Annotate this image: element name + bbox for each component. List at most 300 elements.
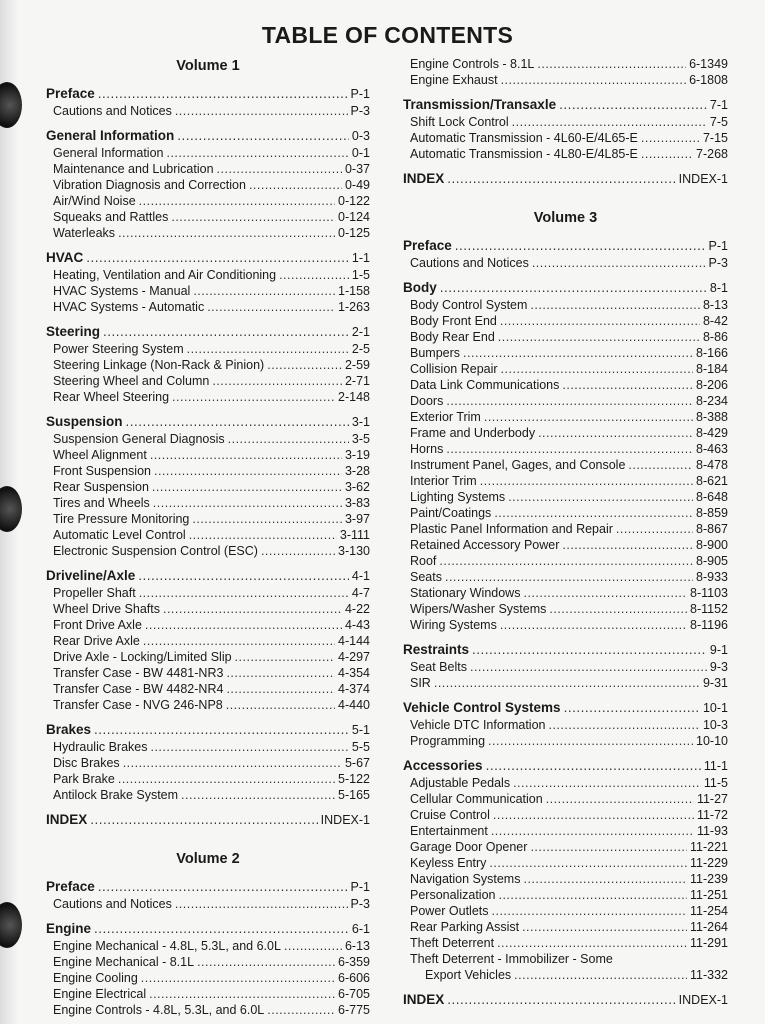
page-number: 8-1 [709,281,728,295]
page-number: P-1 [350,87,370,101]
page-number: 11-251 [690,888,728,902]
toc-section-heading-brakes[interactable] [46,721,370,739]
toc-entry-drive-axle-locking-limited-slip[interactable] [46,649,370,665]
page-number: 6-13 [344,939,370,953]
toc-entry-exterior-trim[interactable] [403,409,728,425]
entry-title: Keyless Entry [410,856,487,870]
page-number: 1-1 [351,251,370,265]
toc-entry-heating-ventilation-and-air-conditioning[interactable] [46,267,370,283]
entry-title: INDEX [403,171,445,186]
entry-title: Collision Repair [410,362,498,376]
dot-leader [150,447,342,463]
page-number: 2-5 [351,342,370,356]
dot-leader [138,567,349,585]
toc-entry-engine-mechanical-8-1l[interactable] [46,954,370,970]
toc-section [403,170,728,188]
entry-title: General Information [46,128,175,143]
entry-title: Data Link Communications [410,378,560,392]
entry-title: Engine Exhaust [410,73,498,87]
dot-leader [152,479,342,495]
toc-section [46,413,370,559]
page-number: 6-359 [338,955,370,969]
entry-title: Cautions and Notices [53,104,172,118]
dot-leader [522,919,687,935]
toc-section-heading-general-information[interactable] [46,127,370,145]
entry-title: Propeller Shaft [53,586,136,600]
page-number: 8-234 [696,394,728,408]
entry-title: Automatic Level Control [53,528,186,542]
page-number: P-1 [708,239,728,253]
entry-title: Cautions and Notices [410,256,529,270]
page-number: 7-1 [709,98,728,112]
toc-section [403,237,728,271]
toc-entry-retained-accessory-power[interactable] [403,537,728,553]
toc-entry-maintenance-and-lubrication[interactable] [46,161,370,177]
page-number: 11-254 [690,904,728,918]
page-number: P-3 [350,104,370,118]
toc-entry-entertainment[interactable] [403,823,728,839]
toc-entry-seats[interactable] [403,569,728,585]
page-number: 6-606 [338,971,370,985]
entry-title: Interior Trim [410,474,477,488]
page-number: 8-184 [696,362,728,376]
entry-title: Front Suspension [53,464,151,478]
dot-leader [226,665,335,681]
dot-leader [494,505,693,521]
toc-entry-seat-belts[interactable] [403,659,728,675]
entry-title: Doors [410,394,444,408]
toc-entry-export-vehicles[interactable] [403,967,728,983]
page-number: 8-859 [696,506,728,520]
page-number: 4-354 [338,666,370,680]
toc-entry-sir[interactable] [403,675,728,691]
toc-entry-body-control-system[interactable] [403,297,728,313]
toc-entry-theft-deterrent-immobilizer-some[interactable] [403,951,728,967]
dot-leader [498,329,700,345]
toc-entry-programming[interactable] [403,733,728,749]
entry-title: Heating, Ventilation and Air Conditioning [53,268,277,282]
entry-title: Seats [410,570,442,584]
dot-leader [279,267,349,283]
page-number: 8-42 [702,314,728,328]
toc-entry-personalization[interactable] [403,887,728,903]
entry-title: Preface [46,879,95,894]
toc-entry-steering-wheel-and-column[interactable] [46,373,370,389]
toc-entry-cautions-and-notices[interactable] [403,255,728,271]
toc-section-heading-restraints[interactable] [403,641,728,659]
entry-title: Theft Deterrent [410,936,495,950]
dot-leader [149,986,335,1002]
page-number: 4-440 [338,698,370,712]
dot-leader [500,617,687,633]
toc-section [46,811,370,829]
page-number: 3-5 [351,432,370,446]
toc-entry-hvac-systems-automatic[interactable] [46,299,370,315]
toc-entry-interior-trim[interactable] [403,473,728,489]
toc-section-heading-steering[interactable] [46,323,370,341]
toc-entry-squeaks-and-rattles[interactable] [46,209,370,225]
toc-entry-power-outlets[interactable] [403,903,728,919]
toc-entry-engine-electrical[interactable] [46,986,370,1002]
entry-title: Accessories [403,758,483,773]
toc-entry-frame-and-underbody[interactable] [403,425,728,441]
toc-entry-cautions-and-notices[interactable] [46,896,370,912]
entry-title: Cellular Communication [410,792,543,806]
binder-hole-middle [0,486,22,532]
toc-entry-engine-exhaust[interactable] [403,72,728,88]
dot-leader [212,373,342,389]
dot-leader [123,755,342,771]
toc-entry-body-front-end[interactable] [403,313,728,329]
toc-index-index[interactable] [403,170,728,188]
toc-entry-hydraulic-brakes[interactable] [46,739,370,755]
dot-leader [139,585,349,601]
toc-entry-rear-suspension[interactable] [46,479,370,495]
dot-leader [434,675,700,691]
toc-entry-engine-cooling[interactable] [46,970,370,986]
toc-entry-garage-door-opener[interactable] [403,839,728,855]
page-number: 7-15 [702,131,728,145]
dot-leader [226,681,335,697]
toc-entry-front-drive-axle[interactable] [46,617,370,633]
page-number: 11-93 [696,824,728,838]
toc-entry-automatic-level-control[interactable] [46,527,370,543]
toc-section-heading-hvac[interactable] [46,249,370,267]
page-number: 8-1103 [690,586,728,600]
entry-title: Wiring Systems [410,618,497,632]
entry-title: Suspension General Diagnosis [53,432,225,446]
entry-title: Tires and Wheels [53,496,150,510]
page-number: 5-165 [338,788,370,802]
entry-title: HVAC Systems - Automatic [53,300,205,314]
dot-leader [267,1002,335,1018]
dot-leader [118,771,335,787]
toc-entry-disc-brakes[interactable] [46,755,370,771]
entry-title: Rear Drive Axle [53,634,140,648]
toc-entry-automatic-transmission-4l80-e-4l85-e[interactable] [403,146,728,162]
page-number: 5-67 [344,756,370,770]
dot-leader [500,313,700,329]
page-number: 9-31 [702,676,728,690]
dot-leader [217,161,342,177]
toc-section [403,279,728,633]
volume-heading-volume-2: Volume 2 [176,851,240,867]
entry-title: Retained Accessory Power [410,538,560,552]
volume-heading-volume-3: Volume 3 [533,210,598,226]
dot-leader [616,521,693,537]
toc-entry-keyless-entry[interactable] [403,855,728,871]
toc-entry-instrument-panel-gages-and-console[interactable] [403,457,728,473]
dot-leader [143,633,335,649]
toc-entry-air-wind-noise[interactable] [46,193,370,209]
entry-title: Restraints [403,642,470,657]
entry-title: SIR [410,676,431,690]
page-number: 3-19 [344,448,370,462]
toc-index-index[interactable] [46,811,370,829]
toc-entry-tire-pressure-monitoring[interactable] [46,511,370,527]
toc-entry-data-link-communications[interactable] [403,377,728,393]
entry-title: Shift Lock Control [410,115,509,129]
toc-entry-engine-controls-8-1l[interactable] [403,56,728,72]
dot-leader [145,617,342,633]
toc-entry-tires-and-wheels[interactable] [46,495,370,511]
toc-section-heading-transmission-transaxle[interactable] [403,96,728,114]
dot-leader [249,177,342,193]
page-number: 4-1 [351,569,370,583]
dot-leader [562,537,693,553]
dot-leader [261,543,335,559]
dot-leader [538,425,693,441]
toc-entry-park-brake[interactable] [46,771,370,787]
toc-entry-wiring-systems[interactable] [403,617,728,633]
toc-section-heading-driveline-axle[interactable] [46,567,370,585]
dot-leader [171,209,335,225]
entry-title: Rear Wheel Steering [53,390,170,404]
entry-title: Automatic Transmission - 4L60-E/4L65-E [410,131,638,145]
page-number: 5-1 [351,723,370,737]
toc-entry-shift-lock-control[interactable] [403,114,728,130]
dot-leader [226,697,335,713]
dot-leader [172,389,335,405]
toc-section-heading-body[interactable] [403,279,728,297]
page-title: TABLE OF CONTENTS [261,22,514,48]
toc-section-heading-preface[interactable] [46,85,370,103]
dot-leader [163,601,342,617]
entry-title: Plastic Panel Information and Repair [410,522,613,536]
toc-entry-wipers-washer-systems[interactable] [403,601,728,617]
page-number: 8-905 [696,554,728,568]
dot-leader [439,553,693,569]
entry-title: Preface [46,86,95,101]
toc-entry-bumpers[interactable] [403,345,728,361]
entry-title: Body Rear End [410,330,495,344]
toc-entry-cautions-and-notices[interactable] [46,103,370,119]
toc-entry-general-information[interactable] [46,145,370,161]
page-number: 8-478 [696,458,728,472]
page-number: 5-122 [338,772,370,786]
page-number: 2-148 [338,390,370,404]
dot-leader [497,935,687,951]
dot-leader [181,787,335,803]
entry-title: Driveline/Axle [46,568,136,583]
toc-entry-plastic-panel-information-and-repair[interactable] [403,521,728,537]
dot-leader [141,970,335,986]
toc-entry-adjustable-pedals[interactable] [403,775,728,791]
toc-entry-rear-drive-axle[interactable] [46,633,370,649]
entry-title: Wheel Alignment [53,448,147,462]
page-number: 11-1 [703,759,728,773]
entry-title: Squeaks and Rattles [53,210,169,224]
page-number: P-3 [708,256,728,270]
toc-section [46,323,370,405]
page-number: 4-374 [338,682,370,696]
page-number: 1-158 [338,284,370,298]
entry-title: Engine Cooling [53,971,138,985]
toc-entry-doors[interactable] [403,393,728,409]
page-number: 2-71 [344,374,370,388]
dot-leader [445,569,693,585]
toc-entry-body-rear-end[interactable] [403,329,728,345]
entry-title: Drive Axle - Locking/Limited Slip [53,650,232,664]
toc-entry-suspension-general-diagnosis[interactable] [46,431,370,447]
toc-section-heading-preface[interactable] [403,237,728,255]
toc-entry-rear-wheel-steering[interactable] [46,389,370,405]
toc-entry-hvac-systems-manual[interactable] [46,283,370,299]
dot-leader [532,255,706,271]
dot-leader [284,938,342,954]
entry-title: Export Vehicles [425,968,512,982]
dot-leader [472,641,707,659]
dot-leader [440,279,707,297]
page-number: 10-3 [702,718,728,732]
entry-title: Automatic Transmission - 4L80-E/4L85-E [410,147,638,161]
toc-entry-transfer-case-bw-4481-nr3[interactable] [46,665,370,681]
dot-leader [197,954,335,970]
toc-section-heading-suspension[interactable] [46,413,370,431]
page-number: 8-867 [696,522,728,536]
toc-entry-collision-repair[interactable] [403,361,728,377]
page-number: 8-13 [702,298,728,312]
entry-title: Front Drive Axle [53,618,142,632]
toc-entry-rear-parking-assist[interactable] [403,919,728,935]
entry-title: HVAC [46,250,84,265]
page-number: 2-59 [344,358,370,372]
entry-title: Wipers/Washer Systems [410,602,547,616]
entry-title: Steering Linkage (Non-Rack & Pinion) [53,358,265,372]
toc-section [403,96,728,162]
page-number: 3-62 [344,480,370,494]
dot-leader [530,297,700,313]
entry-title: Vehicle DTC Information [410,718,546,732]
page-number: P-1 [350,880,370,894]
dot-leader [267,357,342,373]
toc-entry-wheel-drive-shafts[interactable] [46,601,370,617]
entry-title: Transfer Case - BW 4482-NR4 [53,682,224,696]
toc-entry-stationary-windows[interactable] [403,585,728,601]
entry-title: Power Steering System [53,342,184,356]
dot-leader [153,495,342,511]
toc-entry-transfer-case-nvg-246-np8[interactable] [46,697,370,713]
entry-title: Engine [46,921,92,936]
dot-leader [492,903,687,919]
toc-section [46,721,370,803]
toc-entry-engine-mechanical-4-8l-5-3l-and-6-0l[interactable] [46,938,370,954]
toc-section-heading-vehicle-control-systems[interactable] [403,699,728,717]
page-number: 11-72 [696,808,728,822]
dot-leader [189,527,337,543]
toc-section [46,249,370,315]
toc-entry-lighting-systems[interactable] [403,489,728,505]
entry-title: Brakes [46,722,92,737]
page-number: INDEX-1 [678,993,728,1007]
page-number: 4-144 [338,634,370,648]
entry-title: Cautions and Notices [53,897,172,911]
toc-section-heading-engine[interactable] [46,920,370,938]
entry-title: HVAC Systems - Manual [53,284,191,298]
toc-entry-steering-linkage-non-rack-pinion[interactable] [46,357,370,373]
toc-section-heading-accessories[interactable] [403,757,728,775]
toc-entry-navigation-systems[interactable] [403,871,728,887]
entry-title: Paint/Coatings [410,506,492,520]
toc-left-column [46,56,370,1018]
entry-title: INDEX [403,992,445,1007]
page-number: 9-1 [709,643,728,657]
toc-entry-wheel-alignment[interactable] [46,447,370,463]
entry-title: Air/Wind Noise [53,194,136,208]
toc-entry-propeller-shaft[interactable] [46,585,370,601]
dot-leader [118,225,335,241]
page-number: 8-388 [696,410,728,424]
entry-title: Antilock Brake System [53,788,179,802]
entry-title: Transmission/Transaxle [403,97,557,112]
dot-leader [139,193,335,209]
entry-title: Hydraulic Brakes [53,740,148,754]
toc-entry-antilock-brake-system[interactable] [46,787,370,803]
toc-entry-electronic-suspension-control-esc[interactable] [46,543,370,559]
page-number: 8-463 [696,442,728,456]
page-number: INDEX-1 [678,172,728,186]
dot-leader [446,393,693,409]
dot-leader [562,377,693,393]
page-number: 6-705 [338,987,370,1001]
toc-entry-roof[interactable] [403,553,728,569]
toc-entry-paint-coatings[interactable] [403,505,728,521]
toc-entry-engine-controls-4-8l-5-3l-and-6-0l[interactable] [46,1002,370,1018]
toc-entry-transfer-case-bw-4482-nr4[interactable] [46,681,370,697]
toc-section-heading-preface[interactable] [46,878,370,896]
toc-section [46,920,370,1018]
entry-title: Personalization [410,888,496,902]
dot-leader [498,887,687,903]
page-number: 3-28 [344,464,370,478]
page-number: 11-221 [690,840,728,854]
entry-title: Cruise Control [410,808,490,822]
page-number: 3-97 [344,512,370,526]
page-number: 8-621 [696,474,728,488]
toc-index-index[interactable] [403,991,728,1009]
dot-leader [491,823,694,839]
page-number: 8-1196 [690,618,728,632]
entry-title: Lighting Systems [410,490,506,504]
dot-leader [175,896,348,912]
toc-entry-power-steering-system[interactable] [46,341,370,357]
toc-entry-front-suspension[interactable] [46,463,370,479]
toc-entry-vehicle-dtc-information[interactable] [403,717,728,733]
dot-leader [228,431,349,447]
dot-leader [546,791,694,807]
entry-title: Roof [410,554,437,568]
dot-leader [94,920,349,938]
toc-entry-cellular-communication[interactable] [403,791,728,807]
page-number: 3-83 [344,496,370,510]
toc-entry-waterleaks[interactable] [46,225,370,241]
toc-entry-cruise-control[interactable] [403,807,728,823]
entry-title: Rear Suspension [53,480,149,494]
toc-entry-theft-deterrent[interactable] [403,935,728,951]
page-number: 4-297 [338,650,370,664]
toc-entry-horns[interactable] [403,441,728,457]
toc-entry-vibration-diagnosis-and-correction[interactable] [46,177,370,193]
page-number: 5-5 [351,740,370,754]
page-number: 4-22 [344,602,370,616]
entry-title: Navigation Systems [410,872,521,886]
toc-entry-automatic-transmission-4l60-e-4l65-e[interactable] [403,130,728,146]
toc-section [46,878,370,912]
page-number: 7-5 [709,115,728,129]
dot-leader [523,585,687,601]
entry-title: Theft Deterrent - Immobilizer - Some [410,952,613,966]
dot-leader [523,871,687,887]
